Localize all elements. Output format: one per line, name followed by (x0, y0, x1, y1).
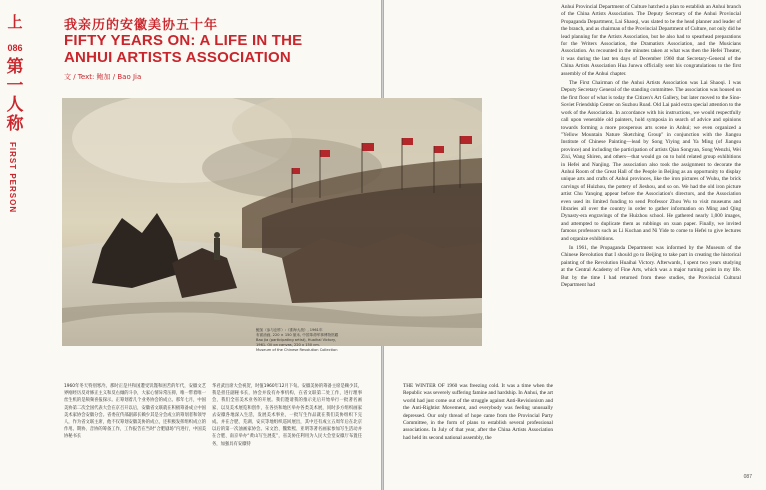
section-char: 称 (6, 114, 24, 134)
section-title-en: FIRST PERSON (8, 142, 17, 214)
page-number-left: 086 (7, 43, 23, 53)
section-title-cn (5, 58, 25, 134)
page-number-right: 087 (743, 474, 752, 480)
painting-huaihai-victory (62, 98, 482, 346)
painting-caption: 鲍加（参与创作）:《淮海大战》, 1961年 布面油画, 220 × 150 厘米, 中国革命军事博物馆藏 Bao Jia (participating artist), Huaihai Victory, 1961. Oil on canvas, 220 x 150 cm. Museum of the Chinese Revolution Collection (256, 328, 339, 352)
section-char: 第 (6, 57, 24, 77)
section-char: 一 (6, 76, 24, 96)
section-char: 人 (6, 95, 24, 115)
body-column-cn-2: 华君武出席大会祝贺，时值1960年12月下旬。安徽美协的筹备主席是赖少其，我是担任副秘书长，协会并没有办事机构，在省文联第二处工作，进行理事会，我们全省美术业务的开展。我们邀请我的推示先后开始举行一批著名画家、以及美术展览和创作，在各县和地区举办各类美术展，同时多方组织画家去安徽各地深入生活，发展美术事业，一批写生作品就在我们美协组织下完成。并在合肥、芜湖、安庆等地组织巡回展出，其中还有成立五周年后在北京以后的第一次油画家协会。宋文治、魏紫熙、亚明等著名画家参加写生活动并在合肥、南京举办“黄山写生展览”，省美协任利用为人民大会堂安徽厅布置任务，加强具有安徽特 (212, 384, 362, 447)
body-column-en-1: THE WINTER OF 1960 was freezing cold. It was a time when the Republic was severely suffering famine and hardship. In Anhui, the art world had just come out of the struggle against Anti-Revisionism and the Anti-Rightist Movement, and everybody was feeling unusually depressed. Our only thread of hope came from the Provincial Party Committee, in the form of plans to establish several professional associations. In July of that year, after the China Artists Association had held its second national assembly, the (403, 383, 553, 441)
section-marker-cn: 上 (7, 13, 23, 31)
body-column-cn-1: 1960年冬天特别寒冷。那时正是共和国遭受饥馑和困苦的年代，安徽文艺界刚经历反对修正主义和反右倾的斗争，大家心情异常压抑，唯一带着唯一丝生机的是频频喜报探示。正筹划着几个业务协会的成立。那年七月，中国美协第二次全国代表大会在京召开以后，安徽省文联就在积极筹备成立中国美术家协会安徽分会。省委宣传部副部长赖少其是分会成立的筹划者和领导人，作为省文联主席，他不仅筹划安徽美协的成立，还积极发挥组织成立的作用。期协、音协的筹备工作，工作报告在当时“合肥剧场”内进行，中国美协秘书长 (64, 384, 206, 440)
byline: 文 / Text: 鲍加 / Bao Jia (64, 73, 142, 81)
article-title-en: FIFTY YEARS ON: A LIFE IN THE ANHUI ARTISTS ASSOCIATION (64, 32, 303, 66)
body-column-en-2: Anhui Provincial Department of Culture hatched a plan to establish an Anhui branch of the China Artists Association. The Deputy Secretary of the Anhui Provincial Propaganda Department, Lai Shaoqi, was slated to be the head planner and leader of the branch, and as chairman of the Provincial Department of Culture, not only did he lead planning for the Artists Association, but he also had to spearhead preparations for the Writers Association, the Dramatists Association, and the Musicians Association. As recounted in the minutes taken at what was then the Hefei Theater, it was during the last ten days of December 1960 that Secretary-General of the China Artists Association Hua Junwu officially sent his congratulations to the first assembly of the Anhui chapter. The First Chairman of the Anhui Artists Association was Lai Shaoqi. I was Deputy Secretary General of the standing committee. The association was housed on the first floor of what is today the Citizen's Art Gallery, but later moved to the Sino-Soviet Friendship Center on Suzhou Road. Old Lai paid extra special attention to the work of the Association. In accordance with his instructions, we would respectfully call upon venerable old painters, hold symposia in search of advice and opinions towards forming a more prosperous arts scene in Anhui; we even organized a "Yellow Mountain Nature Sketching Group" in conjunction with the Jiangsu Institute of Chinese Painting—lead by Song Yiying and Ya Ming (of Jiangsu province) and including the participation of artists Qian Songyan, Song Wenzhi, Wei Zixi, Wang Shiren, and others—that would go on to hold related group exhibitions in Hefei and Nanjing. The association also took the assignment to decorate the Anhui Room of the Great Hall of the People in Beijing as an opportunity to display unique arts and crafts of Anhui provinces, like the iron pictures of Wuhu, the brick carvings of Huizhou, the pottery of Jieshou, and so on. We had the old iron picture artist Chu Yanqing appear before the Association's directors, and the Association even used its limited funding to send Professor Zhou Wu to visit museums and libraries all over the country in order to gather information on Ming and Qing Dynasty-era engravings of the Huizhou school. He gathered nearly 1,000 images, and attempted to duplicate them as rubbings on xuan paper. Finally, we invited famous professors such as Li Kuchan and Ni Yide to come to Hefei to give lectures and organize exhibitions. In 1961, the Propaganda Department was informed by the Museum of the Chinese Revolution that I should go to Beijing to take part in creating the historical painting of the Revolution Huaihai Victory. Afterwards, I spent two years studying at the Central Academy of Fine Arts, which was a major turning point in my life. But by the time I had returned from these studies, the Provincial Cultural Department had (561, 4, 741, 289)
article-title-cn: 我亲历的安徽美协五十年 (64, 18, 219, 33)
